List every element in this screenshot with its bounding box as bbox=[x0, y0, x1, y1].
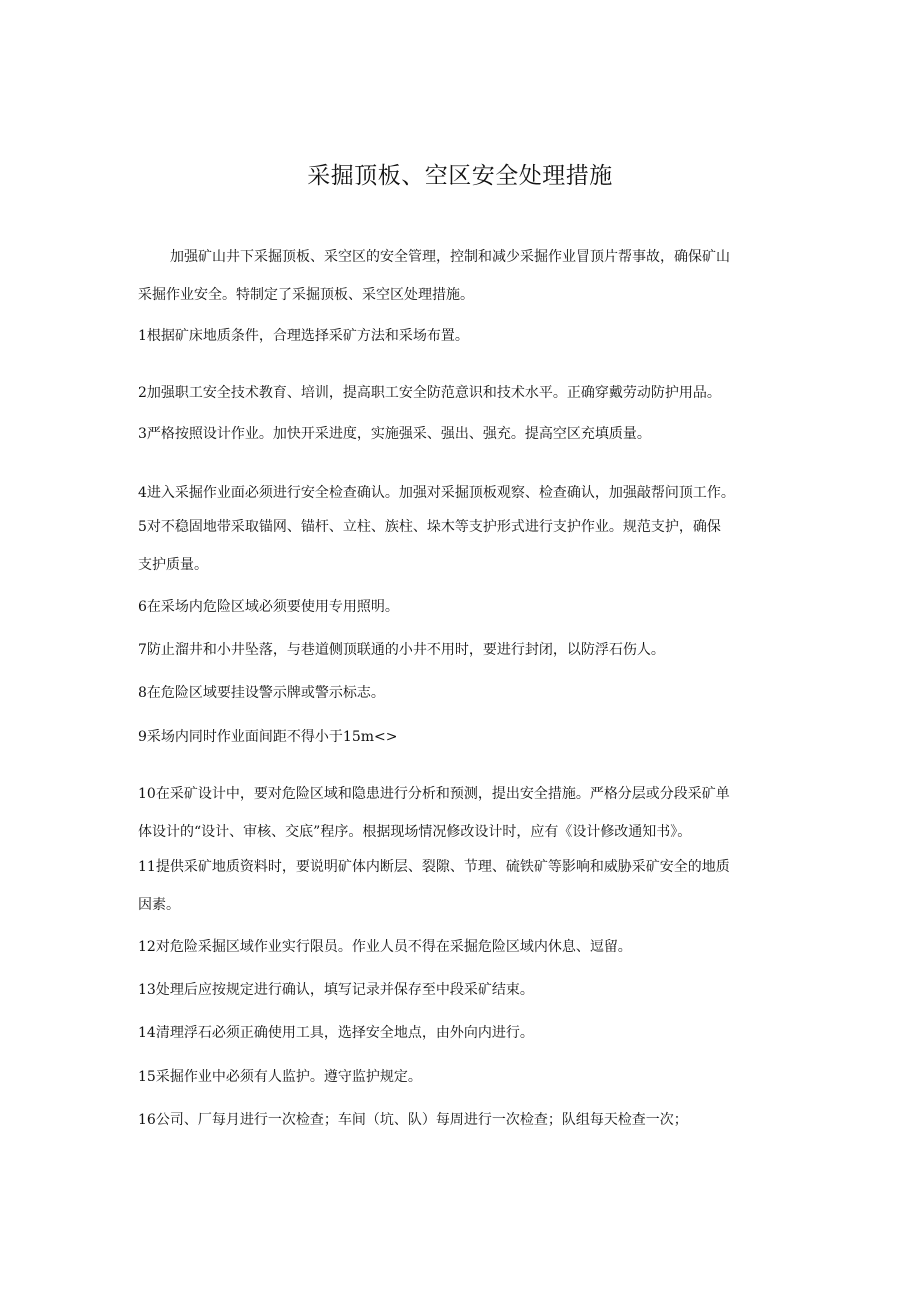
item-8: 8在危险区域要挂设警示牌或警示标志。 bbox=[138, 685, 385, 701]
item-11-line-2: 因素。 bbox=[138, 897, 180, 913]
item-16: 16公司、厂每月进行一次检查；车间（坑、队）每周进行一次检查；队组每天检查一次； bbox=[138, 1112, 688, 1128]
item-2: 2加强职工安全技术教育、培训，提高职工安全防范意识和技术水平。正确穿戴劳动防护用品。 bbox=[138, 385, 721, 401]
item-12: 12对危险采掘区域作业实行限员。作业人员不得在采掘危险区域内休息、逗留。 bbox=[138, 939, 632, 955]
document-title: 采掘顶板、空区安全处理措施 bbox=[307, 163, 613, 189]
item-4: 4进入采掘作业面必须进行安全检查确认。加强对采掘顶板观察、检查确认，加强敲帮问顶工作。 bbox=[138, 485, 735, 501]
item-5-line-2: 支护质量。 bbox=[138, 557, 208, 573]
item-10-line-1: 10在采矿设计中，要对危险区域和隐患进行分析和预测，提出安全措施。严格分层或分段采矿单 bbox=[138, 786, 730, 802]
item-10-line-2: 体设计的“设计、审核、交底”程序。根据现场情况修改设计时，应有《设计修改通知书》。 bbox=[138, 824, 692, 840]
item-3: 3严格按照设计作业。加快开采进度，实施强采、强出、强充。提高空区充填质量。 bbox=[138, 426, 651, 442]
item-14: 14清理浮石必须正确使用工具，选择安全地点，由外向内进行。 bbox=[138, 1025, 534, 1041]
item-11-line-1: 11提供采矿地质资料时，要说明矿体内断层、裂隙、节理、硫铁矿等影响和威胁采矿安全的地质 bbox=[138, 859, 730, 875]
item-5-line-1: 5对不稳固地带采取锚网、锚杆、立柱、族柱、垛木等支护形式进行支护作业。规范支护，确保 bbox=[138, 519, 721, 535]
item-6: 6在采场内危险区域必须要使用专用照明。 bbox=[138, 599, 399, 615]
intro-line-1: 加强矿山井下采掘顶板、采空区的安全管理，控制和减少采掘作业冒顶片帮事故，确保矿山 bbox=[170, 249, 730, 265]
item-9: 9采场内同时作业面间距不得小于15m<> bbox=[138, 729, 398, 745]
item-1: 1根据矿床地质条件，合理选择采矿方法和采场布置。 bbox=[138, 328, 469, 344]
item-13: 13处理后应按规定进行确认，填写记录并保存至中段采矿结束。 bbox=[138, 982, 534, 998]
item-15: 15采掘作业中必须有人监护。遵守监护规定。 bbox=[138, 1069, 422, 1085]
item-7: 7防止溜井和小井坠落，与巷道侧顶联通的小井不用时，要进行封闭，以防浮石伤人。 bbox=[138, 642, 665, 658]
intro-line-2: 采掘作业安全。特制定了采掘顶板、采空区处理措施。 bbox=[138, 287, 474, 303]
